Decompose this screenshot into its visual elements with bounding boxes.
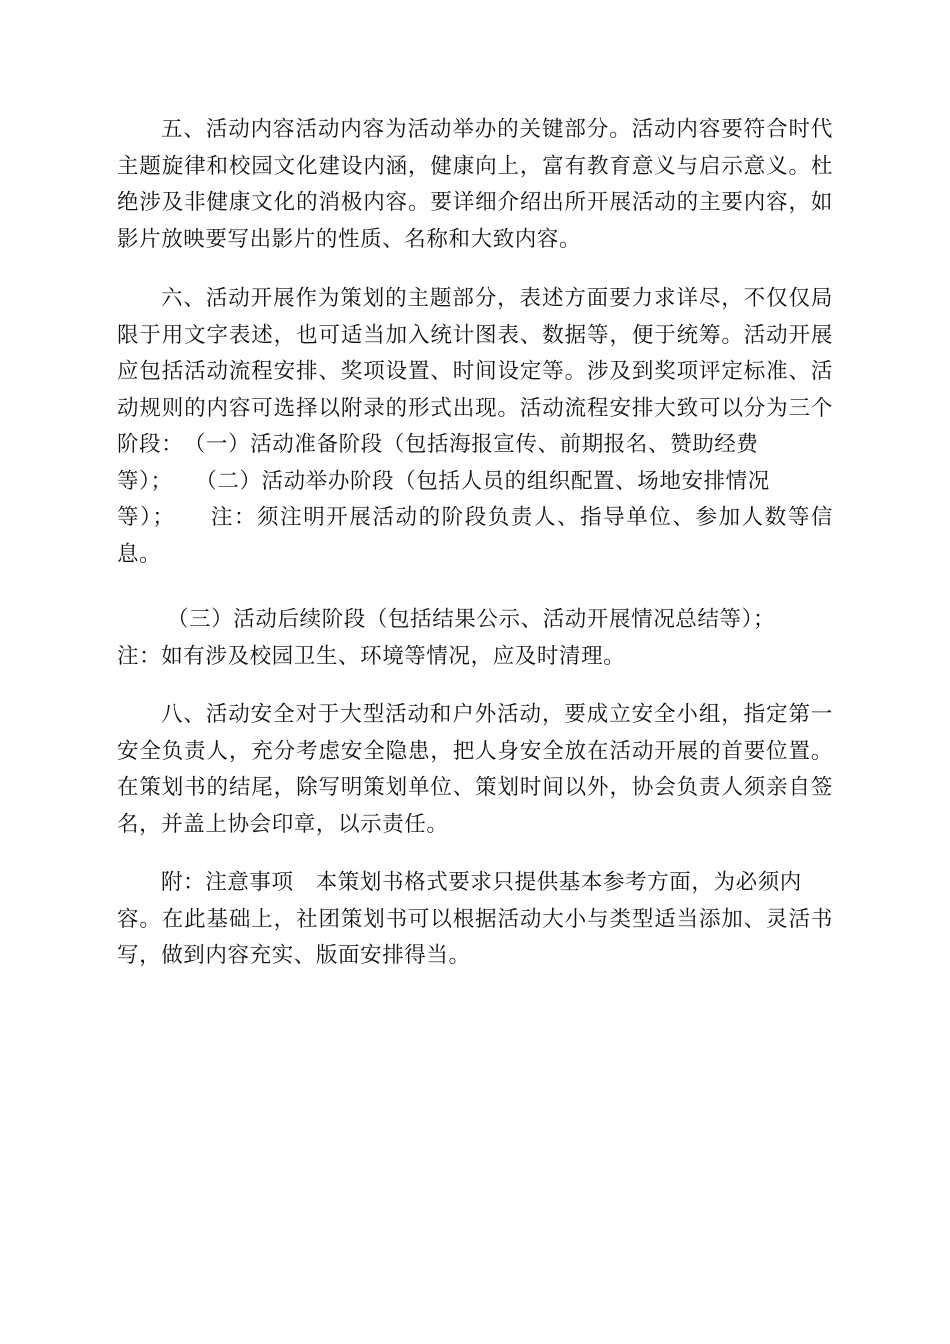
- text-line: 名，并盖上协会印章，以示责任。: [117, 811, 449, 837]
- text-line: 动规则的内容可选择以附录的形式出现。活动流程安排大致可以分为三个: [117, 395, 833, 421]
- text-line: 容。在此基础上，社团策划书可以根据活动大小与类型适当添加、灵活书: [117, 906, 833, 932]
- text-line: 阶段： （一）活动准备阶段（包括海报宣传、前期报名、赞助经费: [117, 432, 759, 457]
- text-line: 息。: [117, 541, 162, 567]
- text-line: 影片放映要写出影片的性质、名称和大致内容。: [117, 226, 582, 252]
- text-line: 六、活动开展作为策划的主题部分，表述方面要力求详尽，不仅仅局: [161, 286, 833, 311]
- paragraph-activity-content: [117, 112, 833, 258]
- text-line: 主题旋律和校园文化建设内涵，健康向上，富有教育意义与启示意义。杜: [117, 153, 833, 179]
- text-line: 在策划书的结尾，除写明策划单位、策划时间以外，协会负责人须亲自签: [117, 775, 833, 800]
- text-line: 应包括活动流程安排、奖项设置、时间设定等。涉及到奖项评定标准、活: [117, 359, 833, 384]
- text-line: 等）； （二）活动举办阶段（包括人员的组织配置、场地安排情况: [117, 468, 770, 494]
- text-line: 八、活动安全对于大型活动和户外活动，要成立安全小组，指定第一: [161, 702, 833, 727]
- text-line: 等）； 注：须注明开展活动的阶段负责人、指导单位、参加人数等信: [117, 505, 833, 530]
- text-line: 绝涉及非健康文化的消极内容。要详细介绍出所开展活动的主要内容，如: [117, 190, 833, 215]
- paragraph-activity-development: [117, 281, 833, 573]
- text-line: 限于用文字表述，也可适当加入统计图表、数据等，便于统筹。活动开展: [117, 322, 833, 348]
- text-line: 注：如有涉及校园卫生、环境等情况，应及时清理。: [117, 643, 626, 669]
- paragraph-notes: [117, 865, 833, 975]
- paragraph-follow-up-stage: [117, 602, 833, 675]
- text-line: 安全负责人，充分考虑安全隐患，把人身安全放在活动开展的首要位置。: [117, 738, 833, 764]
- text-line: 五、活动内容活动内容为活动举办的关键部分。活动内容要符合时代: [161, 117, 833, 142]
- text-line: 附：注意事项 本策划书格式要求只提供基本参考方面，为必须内: [161, 870, 802, 895]
- text-line: （三）活动后续阶段（包括结果公示、活动开展情况总结等）；: [167, 607, 776, 632]
- text-line: 写，做到内容充实、版面安排得当。: [117, 943, 471, 968]
- paragraph-activity-safety: [117, 697, 833, 843]
